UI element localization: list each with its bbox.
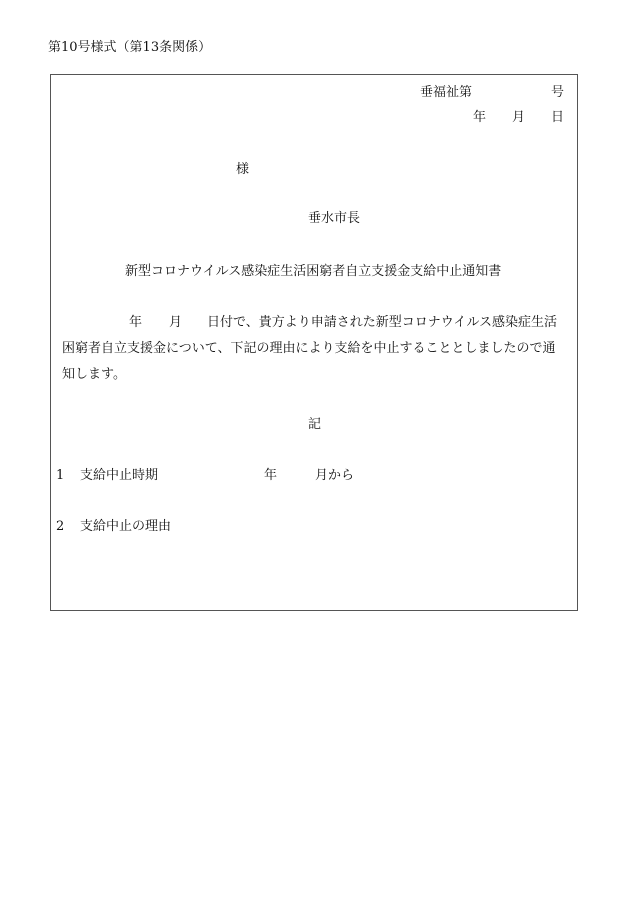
item-1-year: 年	[264, 468, 278, 483]
reference-prefix: 垂福祉第	[420, 85, 473, 100]
date-year: 年	[473, 110, 487, 125]
date-day: 日	[551, 110, 565, 125]
body-line3: 知します。	[62, 367, 126, 382]
sender-name: 垂水市長	[308, 211, 361, 226]
date-month: 月	[512, 110, 526, 125]
ki-heading: 記	[308, 417, 322, 432]
form-label: 第10号様式（第13条関係）	[48, 40, 212, 55]
body-line1: 日付で、貴方より申請された新型コロナウイルス感染症生活	[207, 315, 557, 330]
reference-suffix: 号	[551, 85, 565, 100]
body-line2: 困窮者自立支援金について、下記の理由により支給を中止することとしましたので通	[62, 341, 556, 356]
item-2-number: 2	[56, 519, 65, 534]
item-1-month-from: 月から	[315, 468, 355, 483]
item-1-number: 1	[56, 468, 65, 483]
document-title: 新型コロナウイルス感染症生活困窮者自立支援金支給中止通知書	[125, 264, 502, 279]
item-1-label: 支給中止時期	[80, 468, 159, 483]
body-month: 月	[169, 315, 183, 330]
body-year: 年	[129, 315, 143, 330]
addressee-honorific: 様	[236, 162, 250, 177]
item-2-label: 支給中止の理由	[80, 519, 172, 534]
